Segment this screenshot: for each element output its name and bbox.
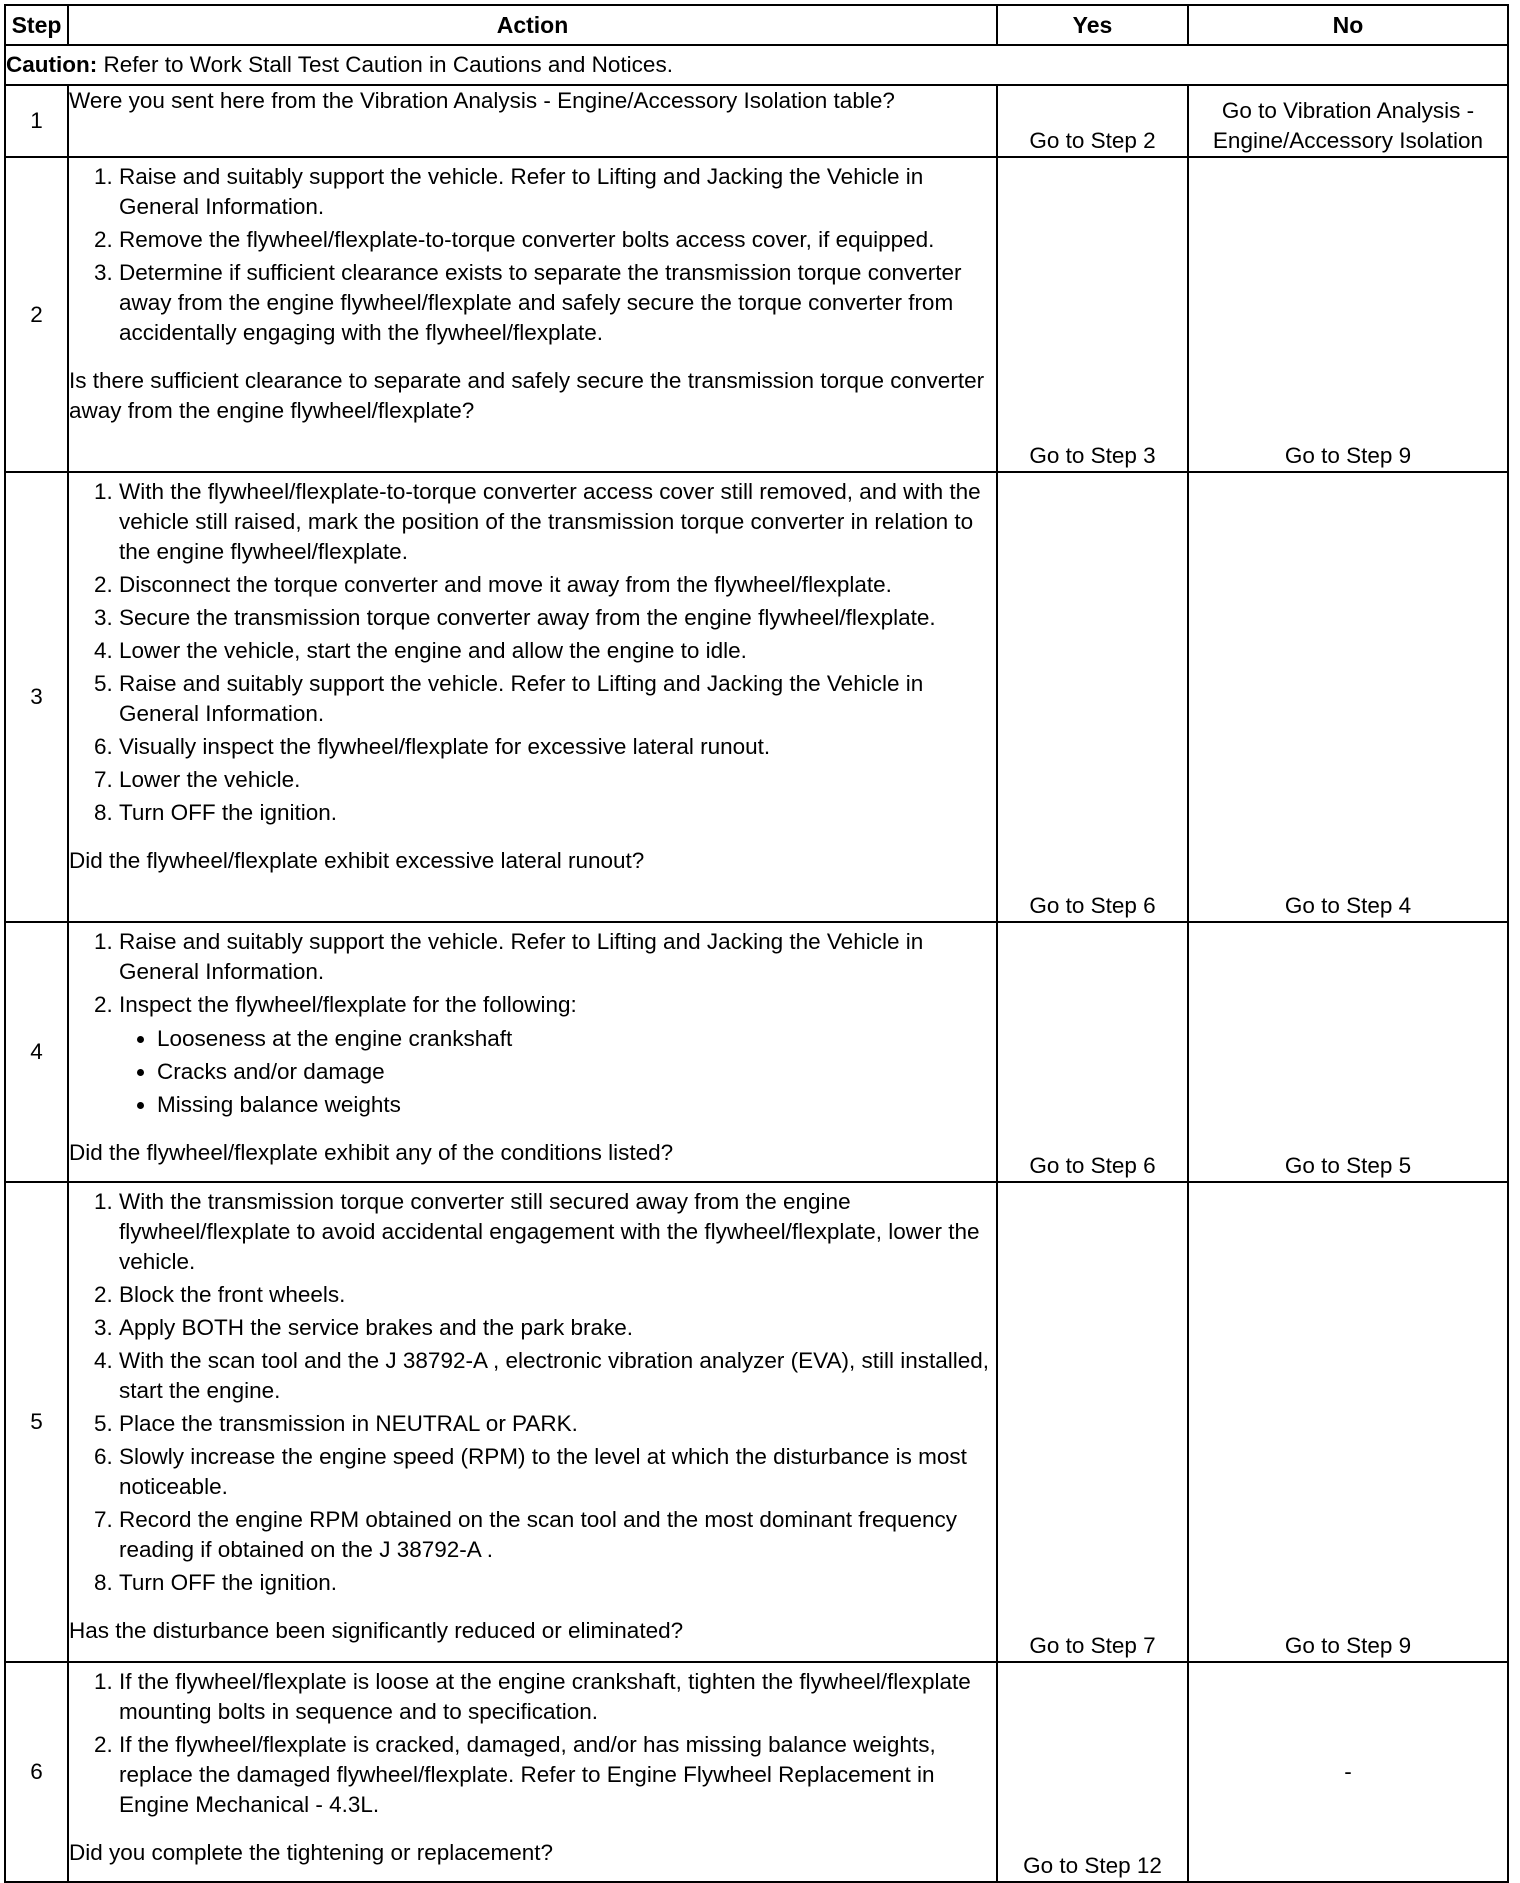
caution-row <box>5 45 1508 85</box>
step-question: Is there sufficient clearance to separate and safely secure the transmission torque converter away from the engine flywheel/flexplate? <box>69 368 985 423</box>
caution-label: Caution: <box>6 52 98 77</box>
procedure-item: 2. Disconnect the torque converter and move it away from the flywheel/flexplate. <box>119 570 996 600</box>
no-cell: Go to Step 9 <box>1188 157 1508 472</box>
condition-item: • Cracks and/or damage <box>157 1057 996 1087</box>
yes-cell: Go to Step 3 <box>997 157 1188 472</box>
yes-cell: Go to Step 6 <box>997 472 1188 922</box>
no-cell: Go to Vibration Analysis - Engine/Accessory Isolation <box>1188 85 1508 157</box>
procedure-list <box>69 1667 996 1820</box>
procedure-item: 4. Lower the vehicle, start the engine and allow the engine to idle. <box>119 636 996 666</box>
procedure-item: 6. Slowly increase the engine speed (RPM) to the level at which the disturbance is most noticeable. <box>119 1442 996 1502</box>
action-cell <box>68 922 997 1182</box>
step-number: 1 <box>5 85 68 157</box>
procedure-item: 1. Raise and suitably support the vehicle. Refer to Lifting and Jacking the Vehicle in General Information. <box>119 927 996 987</box>
procedure-list <box>69 162 996 348</box>
step-number: 6 <box>5 1662 68 1882</box>
procedure-list <box>69 1187 996 1598</box>
condition-item: • Looseness at the engine crankshaft <box>157 1024 996 1054</box>
no-cell: Go to Step 4 <box>1188 472 1508 922</box>
table-row-step-5 <box>5 1182 1508 1662</box>
condition-item: • Missing balance weights <box>157 1090 996 1120</box>
table-row-step-2 <box>5 157 1508 472</box>
action-cell <box>68 1182 997 1662</box>
yes-cell: Go to Step 7 <box>997 1182 1188 1662</box>
procedure-item: 4. With the scan tool and the J 38792-A , electronic vibration analyzer (EVA), still installed, start the engine. <box>119 1346 996 1406</box>
procedure-item: 1. Raise and suitably support the vehicle. Refer to Lifting and Jacking the Vehicle in General Information. <box>119 162 996 222</box>
step-number: 3 <box>5 472 68 922</box>
caution-note <box>5 45 1508 85</box>
procedure-item: 3. Determine if sufficient clearance exists to separate the transmission torque converter away from the engine flywheel/flexplate and safely secure the torque converter from accidentally engaging with the flywheel/flexplate. <box>119 258 996 348</box>
procedure-item: 8. Turn OFF the ignition. <box>119 798 996 828</box>
condition-list <box>119 1024 996 1120</box>
yes-cell: Go to Step 12 <box>997 1662 1188 1882</box>
procedure-item: 7. Lower the vehicle. <box>119 765 996 795</box>
action-cell <box>68 157 997 472</box>
procedure-list <box>69 927 996 1120</box>
table-row-step-4 <box>5 922 1508 1182</box>
procedure-item: 1. With the flywheel/flexplate-to-torque converter access cover still removed, and with the vehicle still raised, mark the position of the transmission torque converter in relation to the engine flywheel/flexplate. <box>119 477 996 567</box>
procedure-item: 5. Place the transmission in NEUTRAL or PARK. <box>119 1409 996 1439</box>
table-row-step-1 <box>5 85 1508 157</box>
procedure-item: 7. Record the engine RPM obtained on the scan tool and the most dominant frequency reading if obtained on the J 38792-A . <box>119 1505 996 1565</box>
table-row-step-3 <box>5 472 1508 922</box>
table-row-step-6 <box>5 1662 1508 1882</box>
no-cell: Go to Step 5 <box>1188 922 1508 1182</box>
procedure-item: 3. Apply BOTH the service brakes and the park brake. <box>119 1313 996 1343</box>
header-action: Action <box>68 5 997 45</box>
yes-cell: Go to Step 2 <box>997 85 1188 157</box>
procedure-item: 6. Visually inspect the flywheel/flexplate for excessive lateral runout. <box>119 732 996 762</box>
action-cell <box>68 85 997 157</box>
step-question: Did you complete the tightening or replacement? <box>69 1840 554 1865</box>
procedure-list <box>69 477 996 828</box>
header-no: No <box>1188 5 1508 45</box>
step-number: 5 <box>5 1182 68 1662</box>
procedure-item <box>119 990 996 1120</box>
yes-cell: Go to Step 6 <box>997 922 1188 1182</box>
procedure-item-text: Inspect the flywheel/flexplate for the following: <box>119 992 577 1017</box>
no-cell: - <box>1188 1662 1508 1882</box>
action-cell <box>68 472 997 922</box>
procedure-item: 2. If the flywheel/flexplate is cracked, damaged, and/or has missing balance weights, replace the damaged flywheel/flexplate. Refer to Engine Flywheel Replacement in Engine Mechanical - 4.3L. <box>119 1730 996 1820</box>
procedure-item: 1. With the transmission torque converter still secured away from the engine flywheel/flexplate to avoid accidental engagement with the flywheel/flexplate, lower the vehicle. <box>119 1187 996 1277</box>
procedure-item: 8. Turn OFF the ignition. <box>119 1568 996 1598</box>
no-cell: Go to Step 9 <box>1188 1182 1508 1662</box>
step-number: 4 <box>5 922 68 1182</box>
diagnostic-table <box>4 4 1509 1883</box>
step-question: Has the disturbance been significantly reduced or eliminated? <box>69 1618 684 1643</box>
procedure-item: 2. Remove the flywheel/flexplate-to-torque converter bolts access cover, if equipped. <box>119 225 996 255</box>
header-yes: Yes <box>997 5 1188 45</box>
step-number: 2 <box>5 157 68 472</box>
header-step: Step <box>5 5 68 45</box>
caution-text: Refer to Work Stall Test Caution in Cautions and Notices. <box>103 52 673 77</box>
step-question: Were you sent here from the Vibration Analysis - Engine/Accessory Isolation table? <box>69 88 895 113</box>
step-question: Did the flywheel/flexplate exhibit excessive lateral runout? <box>69 848 645 873</box>
action-cell <box>68 1662 997 1882</box>
procedure-item: 2. Block the front wheels. <box>119 1280 996 1310</box>
header-row <box>5 5 1508 45</box>
procedure-item: 3. Secure the transmission torque converter away from the engine flywheel/flexplate. <box>119 603 996 633</box>
procedure-item: 1. If the flywheel/flexplate is loose at the engine crankshaft, tighten the flywheel/flexplate mounting bolts in sequence and to specification. <box>119 1667 996 1727</box>
procedure-item: 5. Raise and suitably support the vehicle. Refer to Lifting and Jacking the Vehicle in General Information. <box>119 669 996 729</box>
step-question: Did the flywheel/flexplate exhibit any of the conditions listed? <box>69 1140 674 1165</box>
